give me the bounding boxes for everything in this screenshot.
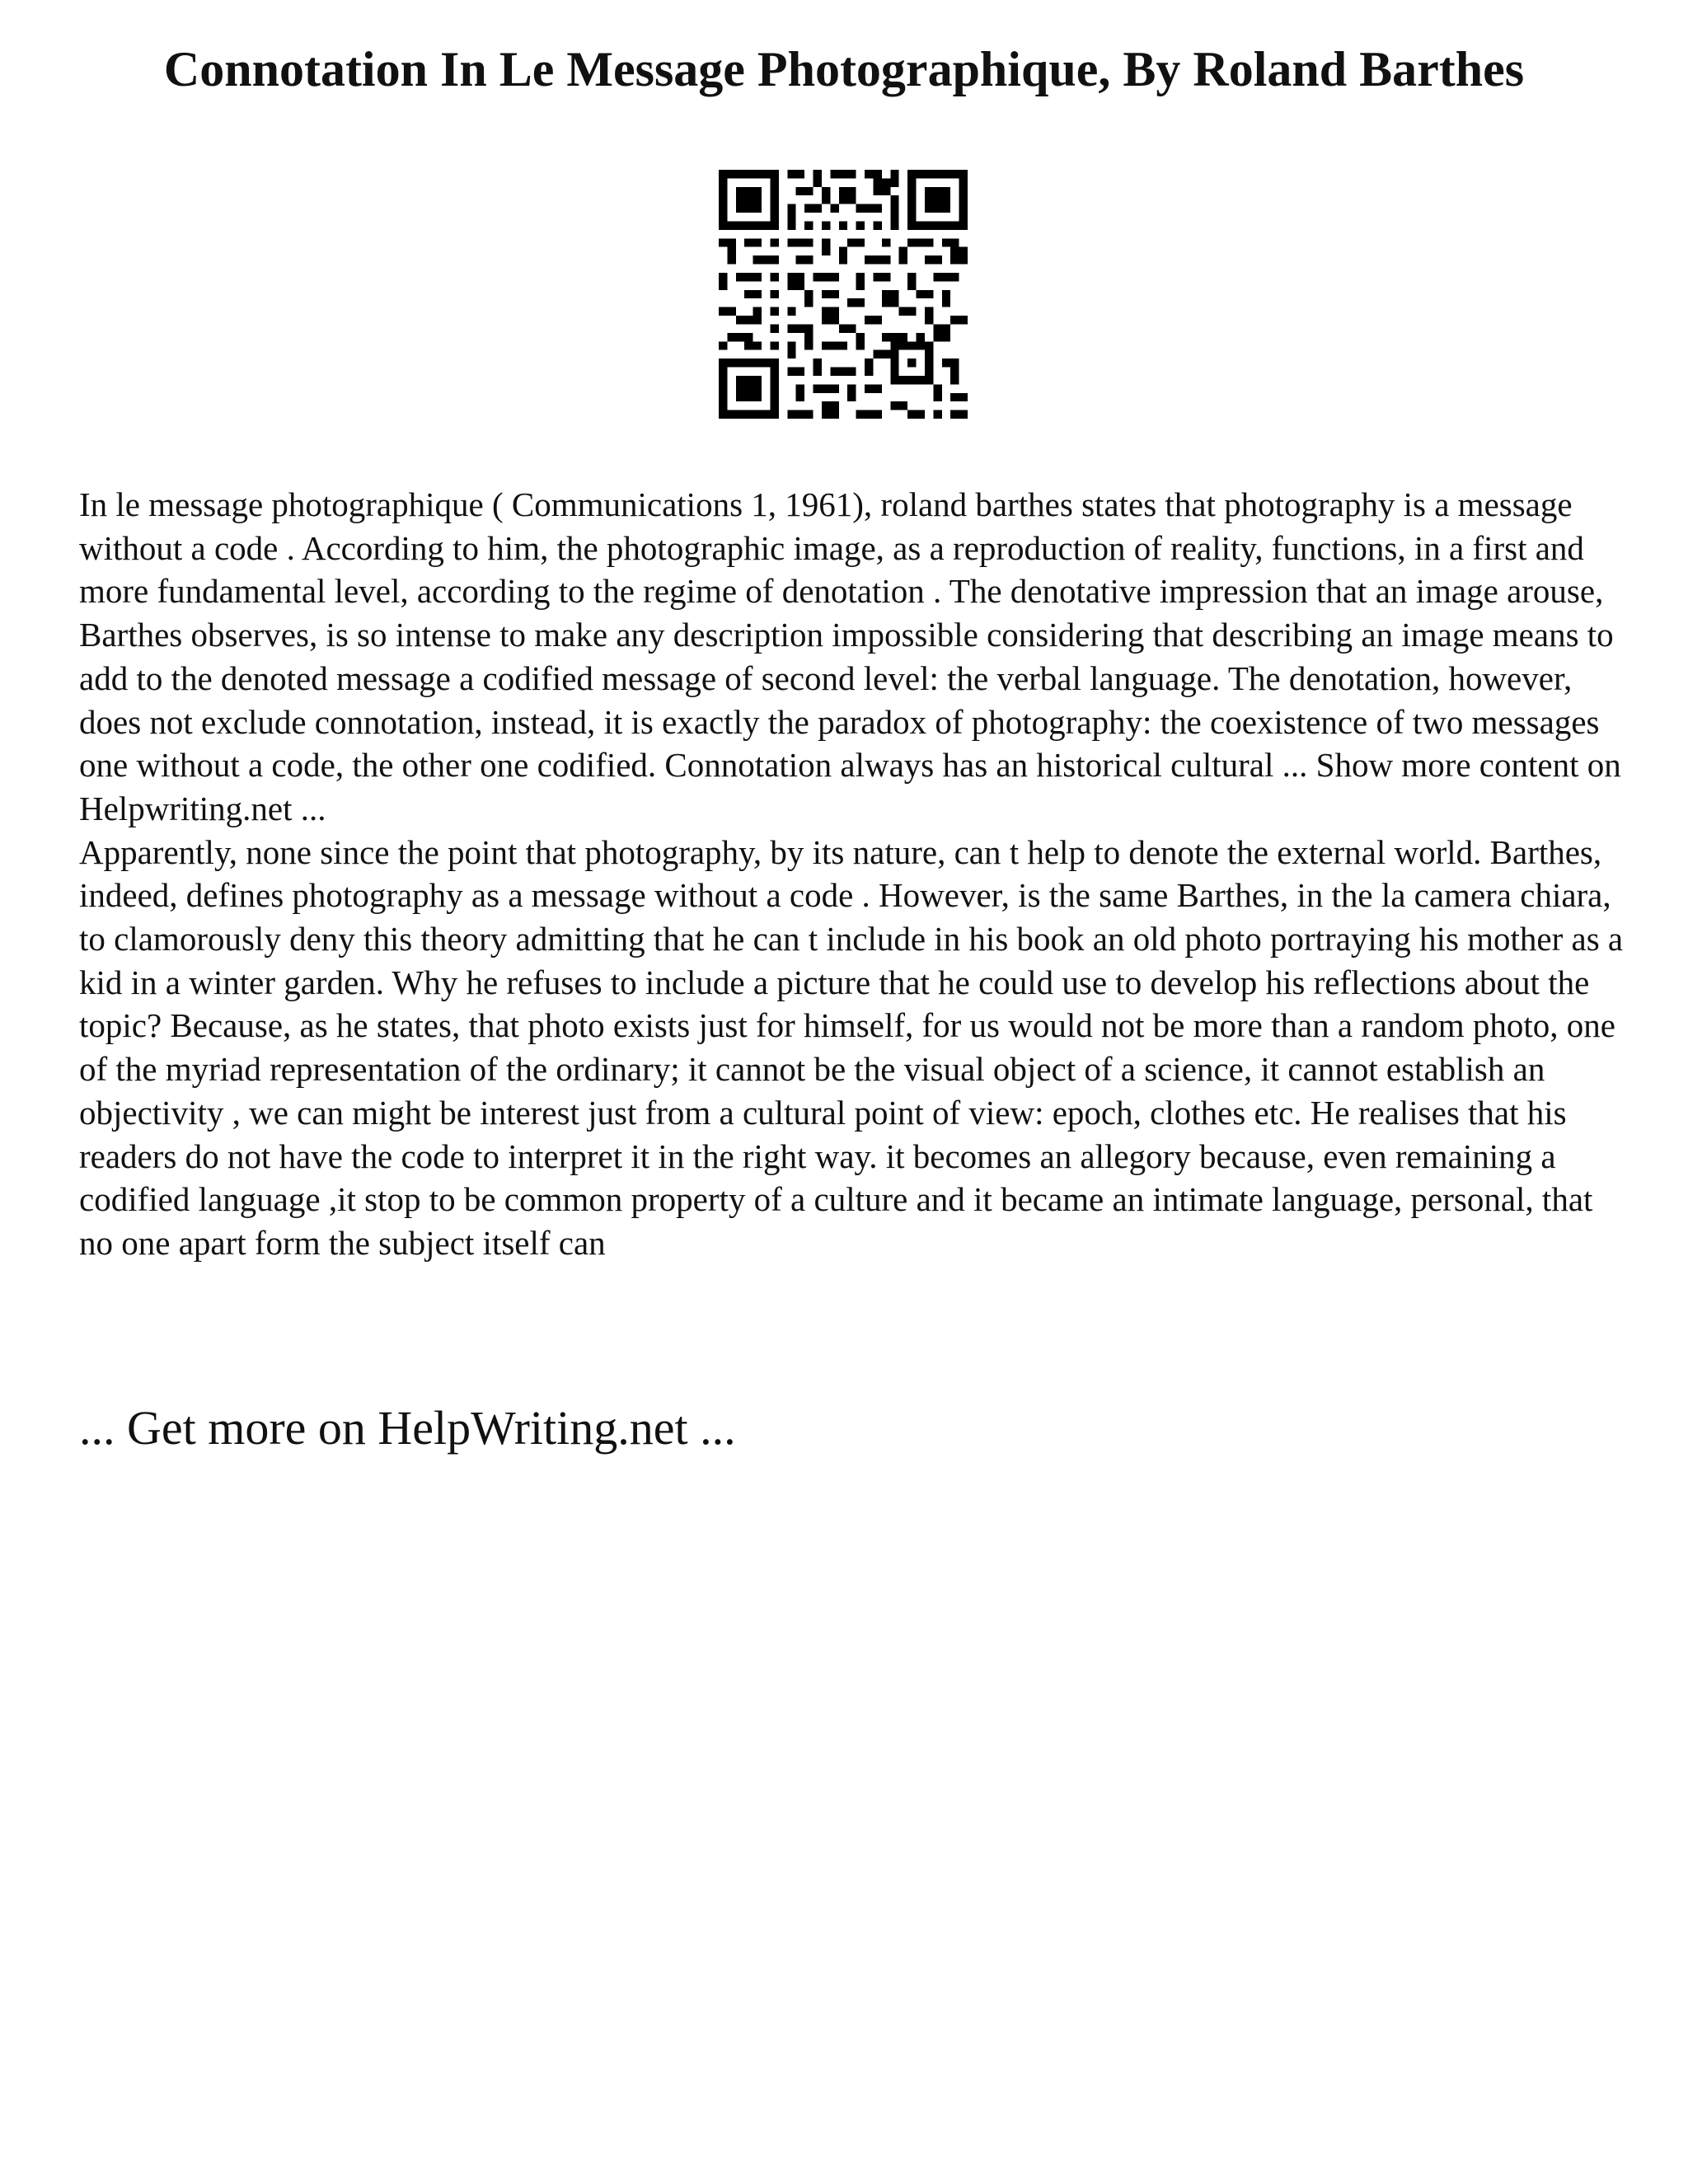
paragraph-1: In le message photographique ( Communications 1, 1961), roland barthes states that photography is a message without a code . According to him, the photographic image, as a reproduction of reality, functions, in a first and more fundamental level, according to the regime of denotation . The denotative impression that an image arouse, Barthes observes, is so intense to make any description impossible considering that describing an image means to add to the denoted message a codified message of second level: the verbal language. The denotation, however, does not exclude connotation, instead, it is exactly the paradox of photography: the coexistence of two messages one without a code, the other one codified. Connotation always has an historical cultural ... Show more content on Helpwriting.net ... (79, 485, 1621, 827)
page-title: Connotation In Le Message Photographique, By Roland Barthes (163, 42, 1525, 96)
get-more-link[interactable]: ... Get more on HelpWriting.net ... (79, 1401, 736, 1455)
qr-code-icon[interactable] (719, 170, 968, 419)
paragraph-2: Apparently, none since the point that photography, by its nature, can t help to denote the external world. Barthes, indeed, defines photography as a message without a code . However, is the same Barthes, in the la camera chiara, to clamorously deny this theory admitting that he can t include in his book an old photo portraying his mother as a kid in a winter garden. Why he refuses to include a picture that he could use to develop his reflections about the topic? Because, as he states, that photo exists just for himself, for us would not be more than a random photo, one of the myriad representation of the ordinary; it cannot be the visual object of a science, it cannot establish an objectivity , we can might be interest just from a cultural point of view: epoch, clothes etc. He realises that his readers do not have the code to interpret it in the right way. it becomes an allegory because, even remaining a codified language ,it stop to be common property of a culture and it became an intimate language, personal, that no one apart form the subject itself can (79, 832, 1624, 1262)
article-body (79, 483, 1629, 1265)
